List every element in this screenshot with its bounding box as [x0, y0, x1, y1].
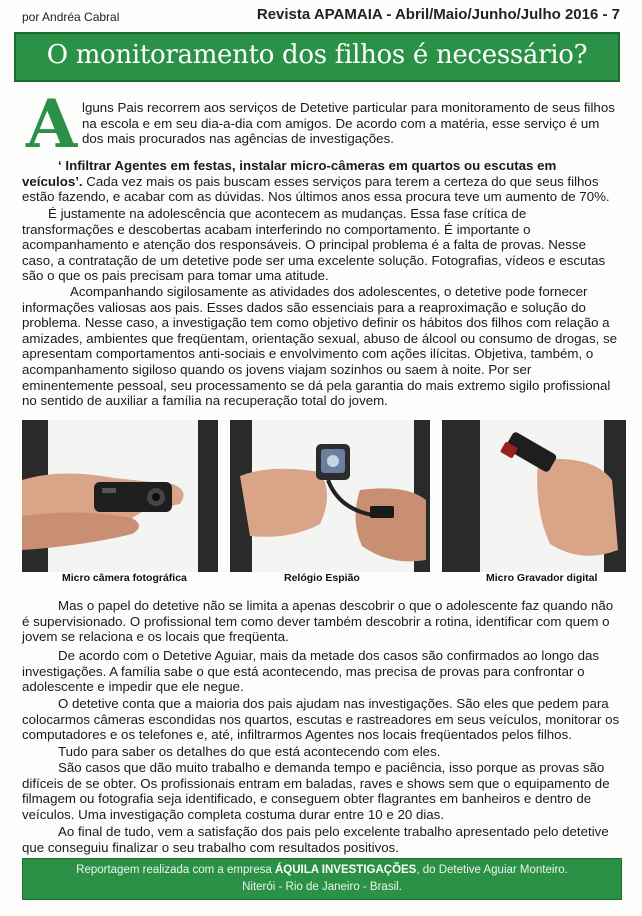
- body-paragraph-6: Tudo para saber os detalhes do que está acontecendo com eles.: [58, 744, 441, 759]
- body-paragraph-2: Acompanhando sigilosamente as atividades dos adolescentes, o detetive pode fornecer informações valiosas aos pais. Esses dados são essenciais para a reaproximação e solução do problema. Nesse caso, a investigação tem como objetivo definir os hábitos dos filhos com relação a amizades, ambientes que freqüentam, orientação sexual, abuso de álcool ou consumo de drogas, se apresentam comportamentos anti-sociais e envolvimento com ações ilícitas. Objetiva, também, o acompanhamento sigiloso quando os jovens viajam sozinhos ou saem à noite. Por ser eminentemente pessoal, seu processamento se dá pela garantia do mais extremo sigilo profissional no sentido de auxiliar a família na recuperação total do jovem.: [22, 284, 618, 409]
- highlight-quote: ‘ Infiltrar Agentes em festas, instalar micro-câmeras em quartos ou escutas em veículos’.: [22, 158, 557, 189]
- top-line: [22, 6, 620, 26]
- body-paragraph-1: É justamente na adolescência que acontecem as mudanças. Essa fase crítica de transformações e descobertas acabam interferindo no comportamento. É importante o acompanhamento e atenção dos responsáveis. O principal problema é a falta de provas. Nesse caso, a contratação de um detetive pode ser uma excelente solução. Fotografias, vídeos e escutas são o que os pais precisam para tomar uma atitude.: [22, 206, 606, 284]
- footer-location: Niterói - Rio de Janeiro - Brasil.: [242, 881, 402, 893]
- issue-info: Revista APAMAIA - Abril/Maio/Junho/Julho 2016 - 7: [256, 6, 620, 23]
- article-title: O monitoramento dos filhos é necessário?: [46, 40, 588, 70]
- photo-digital-recorder: [442, 420, 626, 572]
- caption-spy-watch: Relógio Espião: [284, 572, 360, 584]
- title-banner: [14, 32, 620, 82]
- body-paragraph-3: Mas o papel do detetive não se limita a apenas descobrir o que o adolescente faz quando não é supervisionado. O profissional tem como dever também descobrir a rotina, identificar com quem o jovem se relaciona e os locais que freqüenta.: [22, 598, 614, 645]
- footer-company: ÁQUILA INVESTIGAÇÕES: [274, 864, 417, 876]
- drop-cap: A: [26, 85, 78, 163]
- body-paragraph-5: O detetive conta que a maioria dos pais ajudam nas investigações. São eles que pedem para colocarmos câmeras escondidas nos quartos, escutas e rastreadores em seus veículos, monitorar os computadores e os telefones e, até, infiltrarmos Agentes nos locais freqüentados pelos filhos.: [22, 696, 620, 743]
- highlight-text: Cada vez mais os pais buscam esses serviços para terem a certeza do que seus filhos estão fazendo, e acabar com as dúvidas. Nos últimos anos essa procura teve um aumento de 70%.: [22, 173, 610, 205]
- footer-credit: [23, 864, 621, 876]
- footer-banner: [22, 858, 622, 900]
- photo-micro-camera: [22, 420, 218, 572]
- intro-paragraph: lguns Pais recorrem aos serviços de Detetive particular para monitoramento de seus filhos na escola e em seu dia-a-dia com amigos. De acordo com a matéria, esse serviço é um dos mais procurados nas agências de investigações.: [82, 100, 615, 147]
- caption-digital-recorder: Micro Gravador digital: [486, 572, 598, 584]
- body-paragraph-7: São casos que dão muito trabalho e demanda tempo e paciência, isso porque as provas são difíceis de se obter. Os profissionais entram em baladas, raves e shows sem que o equipamento de filmagem ou fotografia seja identificado, e conseguem obter flagrantes em banheiros e dentro de veículos. Uma investigação completa costuma durar entre 10 e 20 dias.: [22, 760, 610, 822]
- footer-suffix: , do Detetive Aguiar Monteiro.: [416, 864, 568, 876]
- highlight-paragraph: [22, 158, 620, 205]
- footer-prefix: Reportagem realizada com a empresa: [76, 864, 275, 876]
- photo-spy-watch: [230, 420, 430, 572]
- caption-micro-camera: Micro câmera fotográfica: [62, 572, 187, 584]
- author-byline: por Andréa Cabral: [22, 10, 120, 24]
- body-paragraph-4: De acordo com o Detetive Aguiar, mais da metade dos casos são confirmados ao longo das investigações. A família sabe o que está acontecendo, mas precisa de provas para confrontar o adolescente e impedir que ele negue.: [22, 648, 600, 695]
- body-paragraph-8: Ao final de tudo, vem a satisfação dos pais pelo excelente trabalho apresentado pelo detetive que conseguiu finalizar o seu trabalho com resultados positivos.: [22, 824, 609, 855]
